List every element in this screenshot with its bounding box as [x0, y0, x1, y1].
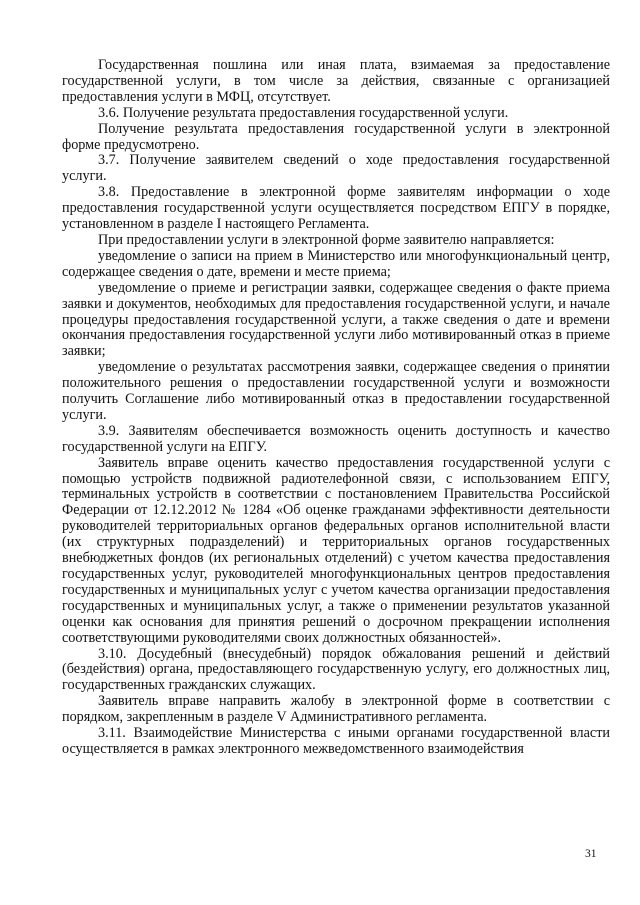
paragraph: Заявитель вправе направить жалобу в электронной форме в соответствии с порядком, закрепленным в разделе V Административного регламента.	[62, 693, 610, 726]
list-item: уведомление о записи на прием в Министерство или многофункциональный центр, содержащее сведения о дате, времени и месте приема;	[62, 247, 610, 280]
paragraph: 3.11. Взаимодействие Министерства с иными органами государственной власти осуществляется в рамках электронного межведомственного взаимодействия	[62, 725, 610, 757]
section-heading: 3.6. Получение результата предоставления государственной услуги.	[98, 104, 509, 121]
list-item: уведомление о приеме и регистрации заявки, содержащее сведения о факте приема заявки и документов, необходимых для предоставления государственной услуги, и начале процедуры предоставления государственной услуги, а также сведения о дате и времени окончания предоставления государственной услуги либо мотивированный отказ в приеме заявки;	[62, 279, 610, 360]
section-heading: 3.7. Получение заявителем сведений о ходе предоставления государственной услуги.	[62, 152, 610, 185]
paragraph: Заявитель вправе оценить качество предоставления государственной услуги с помощью устройств подвижной радиотелефонной связи, с использованием ЕПГУ, терминальных устройств в соответствии с постановлением Правительства Российской Федерации от 12.12.2012 № 1284 «Об оценке гражданами эффективности деятельности руководителей территориальных органов федеральных органов исполнительной власти (их структурных подразделений) и территориальных органов государственных внебюджетных фондов (их региональных отделений) с учетом качества предоставления государственных услуг, руководителей многофункциональных центров предоставления государственных и муниципальных услуг с учетом качества организации предоставления государственных и муниципальных услуг, а также о применении результатов указанной оценки как основания для принятия решений о досрочном прекращении исполнения соответствующими руководителями своих должностных обязанностей».	[62, 454, 610, 646]
paragraph: 3.10. Досудебный (внесудебный) порядок обжалования решений и действий (бездействия) органа, предоставляющего государственную услугу, его должностных лиц, государственных гражданских служащих.	[62, 645, 610, 694]
paragraph: 3.8. Предоставление в электронной форме заявителям информации о ходе предоставления государственной услуги осуществляется посредством ЕПГУ в порядке, установленном в разделе I настоящего Регламента.	[62, 184, 610, 233]
paragraph: 3.9. Заявителям обеспечивается возможность оценить доступность и качество государственной услуги на ЕПГУ.	[62, 422, 610, 455]
paragraph: Государственная пошлина или иная плата, взимаемая за предоставление государственной услуги, в том числе за действия, связанные с организацией предоставления услуги в МФЦ, отсутствует.	[62, 57, 610, 105]
list-item: уведомление о результатах рассмотрения заявки, содержащее сведения о принятии положительного решения о предоставлении государственной услуги и возможности получить Соглашение либо мотивированный отказ в предоставлении государственной услуги.	[62, 359, 610, 423]
page-number: 31	[585, 848, 597, 860]
paragraph: При предоставлении услуги в электронной форме заявителю направляется:	[98, 231, 555, 248]
body-text	[62, 58, 610, 758]
paragraph: Получение результата предоставления государственной услуги в электронной форме предусмотрено.	[62, 120, 610, 153]
